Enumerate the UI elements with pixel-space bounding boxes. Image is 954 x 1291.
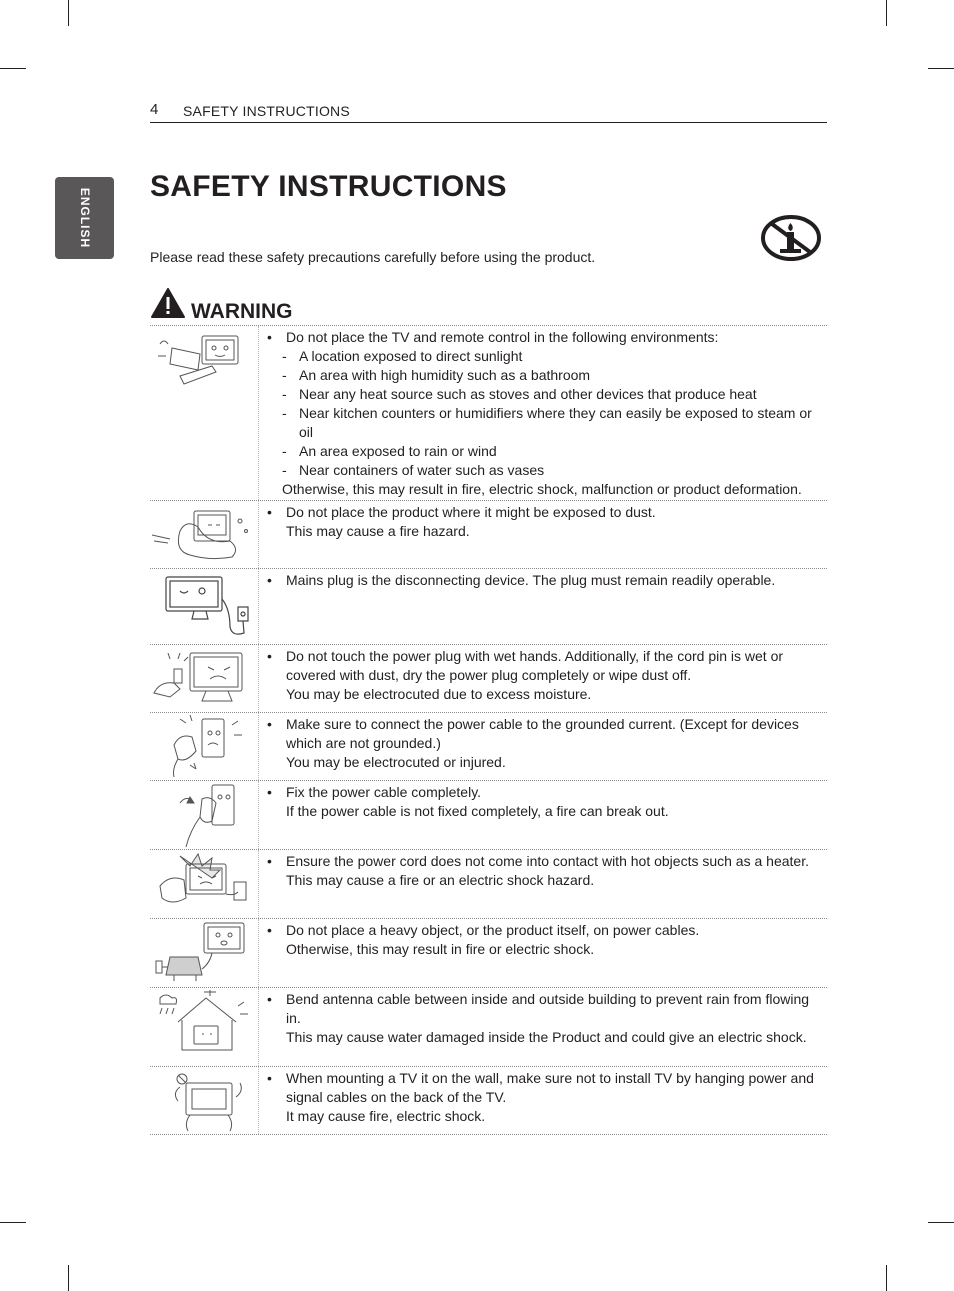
page-number: 4 bbox=[150, 101, 159, 118]
warning-item bbox=[150, 501, 827, 569]
item-bullet-text: Make sure to connect the power cable to the grounded current. (Except for devices which are not grounded.) bbox=[286, 716, 799, 751]
warning-item bbox=[150, 850, 827, 919]
bullet-mark: • bbox=[267, 853, 272, 869]
item-note: You may be electrocuted due to excess moisture. bbox=[286, 686, 592, 702]
bullet-mark: • bbox=[267, 1070, 272, 1086]
item-bullet-text: Fix the power cable completely. bbox=[286, 784, 482, 800]
dust-illustration bbox=[150, 501, 258, 568]
item-bullet-text: Do not place the product where it might be exposed to dust. bbox=[286, 504, 656, 520]
warning-item bbox=[150, 645, 827, 713]
bullet-mark: • bbox=[267, 648, 272, 664]
item-text bbox=[267, 715, 826, 772]
item-note: You may be electrocuted or injured. bbox=[286, 754, 506, 770]
fix-cable-illustration bbox=[150, 781, 258, 849]
item-bullet-text: Do not place the TV and remote control in the following environments: bbox=[286, 329, 719, 345]
warning-item bbox=[150, 713, 827, 781]
item-note: Otherwise, this may result in fire or electric shock. bbox=[286, 941, 595, 957]
item-note: Otherwise, this may result in fire, electric shock, malfunction or product deformation. bbox=[282, 481, 802, 497]
warning-item bbox=[150, 781, 827, 850]
item-text bbox=[267, 921, 826, 959]
item-text bbox=[267, 647, 826, 704]
running-title: SAFETY INSTRUCTIONS bbox=[183, 103, 350, 119]
illustration-cell bbox=[150, 1067, 259, 1134]
item-note: It may cause fire, electric shock. bbox=[286, 1108, 486, 1124]
item-text bbox=[267, 852, 826, 890]
warning-item bbox=[150, 1067, 827, 1135]
crop-mark bbox=[0, 68, 26, 69]
illustration-cell bbox=[150, 713, 259, 780]
no-open-flame-icon bbox=[760, 214, 822, 262]
page-header bbox=[150, 101, 827, 123]
grounded-outlet-illustration bbox=[150, 713, 258, 780]
bullet-mark: • bbox=[267, 572, 272, 588]
sub-list bbox=[282, 347, 826, 480]
antenna-cable-illustration bbox=[150, 988, 258, 1066]
illustration-cell bbox=[150, 850, 259, 918]
illustration-cell bbox=[150, 501, 259, 568]
item-text bbox=[267, 990, 826, 1047]
item-bullet-text: When mounting a TV it on the wall, make sure not to install TV by hanging power and signal cables on the back of the TV. bbox=[286, 1070, 814, 1105]
illustration-cell bbox=[150, 326, 259, 500]
sub-item: - An area exposed to rain or wind bbox=[282, 442, 826, 461]
wall-mount-illustration bbox=[150, 1067, 258, 1134]
item-bullet-text: Mains plug is the disconnecting device. The plug must remain readily operable. bbox=[286, 572, 776, 588]
language-tab-label: ENGLISH bbox=[77, 187, 92, 249]
sub-item: - A location exposed to direct sunlight bbox=[282, 347, 826, 366]
crop-mark bbox=[886, 1265, 887, 1291]
bullet-mark: • bbox=[267, 329, 272, 345]
bullet-mark: • bbox=[267, 784, 272, 800]
tv-environment-illustration bbox=[150, 326, 258, 500]
warning-item bbox=[150, 988, 827, 1067]
warning-label: WARNING bbox=[191, 300, 293, 323]
warning-item bbox=[150, 326, 827, 501]
item-bullet-text: Bend antenna cable between inside and outside building to prevent rain from flowing in. bbox=[286, 991, 810, 1026]
illustration-cell bbox=[150, 919, 259, 987]
illustration-cell bbox=[150, 569, 259, 644]
crop-mark bbox=[68, 0, 69, 26]
item-note: This may cause a fire or an electric shock hazard. bbox=[286, 872, 595, 888]
bullet-mark: • bbox=[267, 504, 272, 520]
warning-triangle-icon bbox=[150, 287, 186, 319]
item-bullet-text: Do not touch the power plug with wet hands. Additionally, if the cord pin is wet or covered with dust, dry the power plug completely or wipe dust off. bbox=[286, 648, 784, 683]
bullet-mark: • bbox=[267, 716, 272, 732]
heavy-object-illustration bbox=[150, 919, 258, 987]
illustration-cell bbox=[150, 645, 259, 712]
warning-list bbox=[150, 325, 827, 1135]
language-tab bbox=[55, 177, 114, 259]
warning-item bbox=[150, 569, 827, 645]
crop-mark bbox=[0, 1222, 26, 1223]
crop-mark bbox=[928, 68, 954, 69]
sub-item: - An area with high humidity such as a bathroom bbox=[282, 366, 826, 385]
crop-mark bbox=[928, 1222, 954, 1223]
item-note: This may cause a fire hazard. bbox=[286, 523, 470, 539]
sub-item: - Near kitchen counters or humidifiers where they can easily be exposed to steam or oil bbox=[282, 404, 826, 442]
hot-object-illustration bbox=[150, 850, 258, 918]
item-text bbox=[267, 503, 826, 541]
wet-hands-illustration bbox=[150, 645, 258, 712]
item-bullet-text: Do not place a heavy object, or the product itself, on power cables. bbox=[286, 922, 700, 938]
item-text bbox=[267, 571, 826, 590]
warning-item bbox=[150, 919, 827, 988]
bullet-mark: • bbox=[267, 922, 272, 938]
item-bullet-text: Ensure the power cord does not come into contact with hot objects such as a heater. bbox=[286, 853, 809, 869]
illustration-cell bbox=[150, 988, 259, 1066]
crop-mark bbox=[68, 1265, 69, 1291]
page-title: SAFETY INSTRUCTIONS bbox=[150, 170, 507, 203]
item-note: This may cause water damaged inside the Product and could give an electric shock. bbox=[286, 1029, 807, 1045]
bullet-mark: • bbox=[267, 991, 272, 1007]
sub-item: - Near any heat source such as stoves and other devices that produce heat bbox=[282, 385, 826, 404]
item-text bbox=[267, 328, 826, 499]
illustration-cell bbox=[150, 781, 259, 849]
item-text bbox=[267, 1069, 826, 1126]
item-note: If the power cable is not fixed completely, a fire can break out. bbox=[286, 803, 669, 819]
sub-item: - Near containers of water such as vases bbox=[282, 461, 826, 480]
intro-text: Please read these safety precautions carefully before using the product. bbox=[150, 249, 596, 265]
item-text bbox=[267, 783, 826, 821]
mains-plug-illustration bbox=[150, 569, 258, 644]
crop-mark bbox=[886, 0, 887, 26]
